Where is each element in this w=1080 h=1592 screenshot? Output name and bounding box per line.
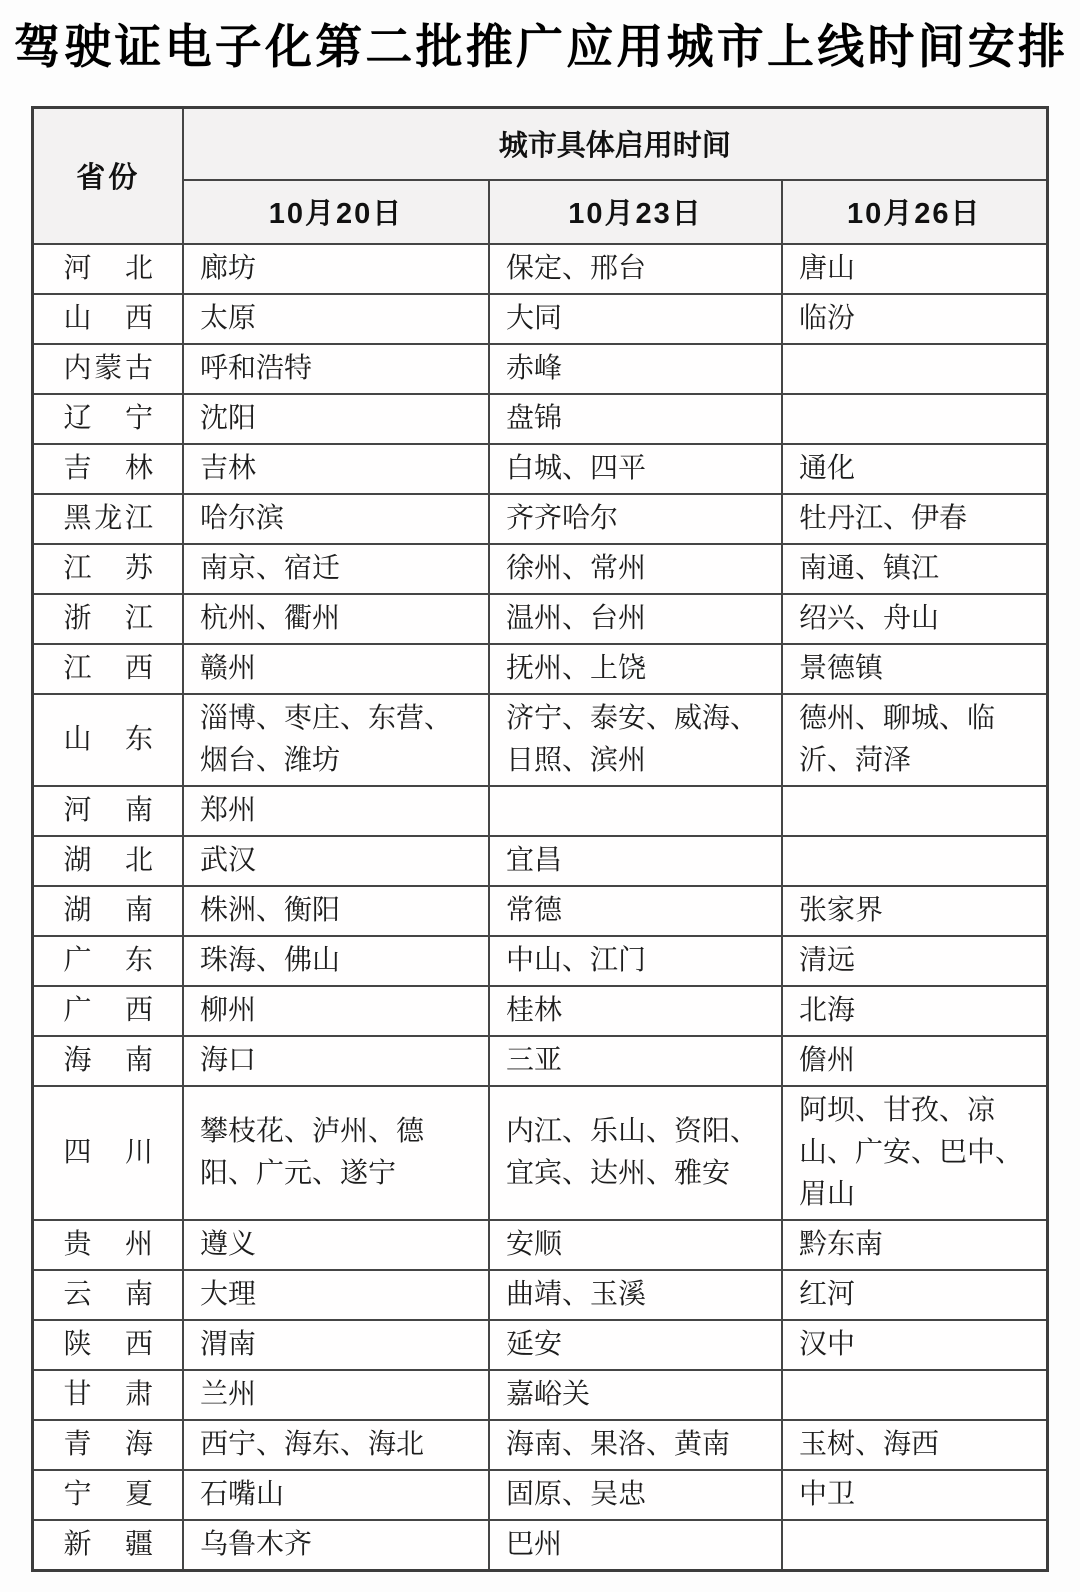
city-cell-oct26 bbox=[782, 1520, 1047, 1571]
province-cell bbox=[33, 1470, 183, 1520]
city-cell-oct20: 郑州 bbox=[183, 786, 489, 836]
province-name: 河南 bbox=[63, 794, 154, 826]
province-name: 辽宁 bbox=[63, 402, 154, 434]
city-cell-oct20: 石嘴山 bbox=[183, 1470, 489, 1520]
province-cell bbox=[33, 694, 183, 786]
city-cell-oct20: 渭南 bbox=[183, 1320, 489, 1370]
city-cell-oct26 bbox=[782, 344, 1047, 394]
date-column-header-oct20: 10月20日 bbox=[183, 180, 489, 244]
city-cell-oct20: 海口 bbox=[183, 1036, 489, 1086]
city-cell-oct23: 曲靖、玉溪 bbox=[489, 1270, 782, 1320]
province-name: 宁夏 bbox=[63, 1478, 154, 1510]
table-row bbox=[33, 1320, 1047, 1370]
city-cell-oct20: 吉林 bbox=[183, 444, 489, 494]
table-row bbox=[33, 786, 1047, 836]
city-cell-oct26 bbox=[782, 394, 1047, 444]
table-row bbox=[33, 694, 1047, 786]
province-name: 山西 bbox=[63, 302, 154, 334]
province-name: 贵州 bbox=[63, 1228, 154, 1260]
city-cell-oct26: 德州、聊城、临沂、菏泽 bbox=[782, 694, 1047, 786]
city-cell-oct20: 呼和浩特 bbox=[183, 344, 489, 394]
city-cell-oct20: 南京、宿迁 bbox=[183, 544, 489, 594]
table-row bbox=[33, 494, 1047, 544]
city-cell-oct26: 汉中 bbox=[782, 1320, 1047, 1370]
page-title: 驾驶证电子化第二批推广应用城市上线时间安排 bbox=[14, 22, 1066, 74]
province-cell bbox=[33, 644, 183, 694]
activation-time-group-header: 城市具体启用时间 bbox=[183, 108, 1047, 180]
city-cell-oct23: 常德 bbox=[489, 886, 782, 936]
table-row bbox=[33, 244, 1047, 294]
city-cell-oct20: 赣州 bbox=[183, 644, 489, 694]
table-row bbox=[33, 594, 1047, 644]
city-cell-oct26: 唐山 bbox=[782, 244, 1047, 294]
city-cell-oct23: 内江、乐山、资阳、宜宾、达州、雅安 bbox=[489, 1086, 782, 1220]
city-cell-oct26: 张家界 bbox=[782, 886, 1047, 936]
province-name: 青海 bbox=[63, 1428, 154, 1460]
table-row bbox=[33, 544, 1047, 594]
province-cell bbox=[33, 1086, 183, 1220]
province-cell bbox=[33, 444, 183, 494]
city-cell-oct20: 遵义 bbox=[183, 1220, 489, 1270]
province-name: 吉林 bbox=[63, 452, 154, 484]
table-body bbox=[33, 244, 1047, 1571]
header-row-dates bbox=[33, 180, 1047, 244]
province-cell bbox=[33, 1220, 183, 1270]
province-name: 内蒙古 bbox=[63, 352, 154, 384]
city-cell-oct20: 大理 bbox=[183, 1270, 489, 1320]
province-cell bbox=[33, 986, 183, 1036]
city-cell-oct23: 海南、果洛、黄南 bbox=[489, 1420, 782, 1470]
table-row bbox=[33, 644, 1047, 694]
province-name: 广西 bbox=[63, 994, 154, 1026]
city-cell-oct26: 中卫 bbox=[782, 1470, 1047, 1520]
province-cell bbox=[33, 544, 183, 594]
city-cell-oct20: 乌鲁木齐 bbox=[183, 1520, 489, 1571]
province-cell bbox=[33, 244, 183, 294]
city-cell-oct23: 大同 bbox=[489, 294, 782, 344]
province-name: 四川 bbox=[63, 1136, 154, 1168]
table-row bbox=[33, 1220, 1047, 1270]
bottom-whitespace bbox=[0, 1572, 1080, 1592]
table-row bbox=[33, 1270, 1047, 1320]
city-cell-oct23: 安顺 bbox=[489, 1220, 782, 1270]
province-name: 海南 bbox=[63, 1044, 154, 1076]
city-cell-oct26: 阿坝、甘孜、凉山、广安、巴中、眉山 bbox=[782, 1086, 1047, 1220]
province-cell bbox=[33, 936, 183, 986]
city-cell-oct23: 盘锦 bbox=[489, 394, 782, 444]
city-cell-oct20: 珠海、佛山 bbox=[183, 936, 489, 986]
city-cell-oct20: 杭州、衢州 bbox=[183, 594, 489, 644]
province-cell bbox=[33, 1420, 183, 1470]
date-column-header-oct26: 10月26日 bbox=[782, 180, 1047, 244]
city-cell-oct26: 绍兴、舟山 bbox=[782, 594, 1047, 644]
province-name: 广东 bbox=[63, 944, 154, 976]
city-cell-oct20: 柳州 bbox=[183, 986, 489, 1036]
province-name: 陕西 bbox=[63, 1328, 154, 1360]
province-cell bbox=[33, 886, 183, 936]
city-launch-schedule-table bbox=[31, 106, 1048, 1572]
province-name: 湖南 bbox=[63, 894, 154, 926]
province-name: 湖北 bbox=[63, 844, 154, 876]
province-cell bbox=[33, 594, 183, 644]
city-cell-oct26: 儋州 bbox=[782, 1036, 1047, 1086]
province-name: 山东 bbox=[63, 723, 154, 755]
table-header bbox=[33, 108, 1047, 244]
city-cell-oct26: 牡丹江、伊春 bbox=[782, 494, 1047, 544]
city-cell-oct23: 温州、台州 bbox=[489, 594, 782, 644]
city-cell-oct26 bbox=[782, 786, 1047, 836]
city-cell-oct23: 嘉峪关 bbox=[489, 1370, 782, 1420]
table-row bbox=[33, 1520, 1047, 1571]
city-cell-oct20: 沈阳 bbox=[183, 394, 489, 444]
table-row bbox=[33, 986, 1047, 1036]
city-cell-oct26: 临汾 bbox=[782, 294, 1047, 344]
city-cell-oct26: 南通、镇江 bbox=[782, 544, 1047, 594]
city-cell-oct23: 宜昌 bbox=[489, 836, 782, 886]
city-cell-oct26: 通化 bbox=[782, 444, 1047, 494]
city-cell-oct26: 清远 bbox=[782, 936, 1047, 986]
table-row bbox=[33, 1036, 1047, 1086]
city-cell-oct23: 济宁、泰安、威海、日照、滨州 bbox=[489, 694, 782, 786]
city-cell-oct23: 延安 bbox=[489, 1320, 782, 1370]
province-name: 江西 bbox=[63, 652, 154, 684]
table-row bbox=[33, 1086, 1047, 1220]
city-cell-oct20: 武汉 bbox=[183, 836, 489, 886]
city-cell-oct20: 淄博、枣庄、东营、烟台、潍坊 bbox=[183, 694, 489, 786]
document-page bbox=[0, 6, 1080, 1560]
table-row bbox=[33, 1470, 1047, 1520]
city-cell-oct23: 桂林 bbox=[489, 986, 782, 1036]
province-cell bbox=[33, 1036, 183, 1086]
province-name: 新疆 bbox=[63, 1528, 154, 1560]
city-cell-oct26 bbox=[782, 836, 1047, 886]
table-row bbox=[33, 936, 1047, 986]
city-cell-oct23: 抚州、上饶 bbox=[489, 644, 782, 694]
city-cell-oct26: 红河 bbox=[782, 1270, 1047, 1320]
province-cell bbox=[33, 836, 183, 886]
province-name: 黑龙江 bbox=[63, 502, 154, 534]
city-cell-oct20: 廊坊 bbox=[183, 244, 489, 294]
table-row bbox=[33, 886, 1047, 936]
province-cell bbox=[33, 344, 183, 394]
city-cell-oct20: 西宁、海东、海北 bbox=[183, 1420, 489, 1470]
city-cell-oct23: 赤峰 bbox=[489, 344, 782, 394]
table-row bbox=[33, 294, 1047, 344]
table-row bbox=[33, 836, 1047, 886]
city-cell-oct20: 太原 bbox=[183, 294, 489, 344]
city-cell-oct23 bbox=[489, 786, 782, 836]
city-cell-oct23: 固原、吴忠 bbox=[489, 1470, 782, 1520]
table-row bbox=[33, 394, 1047, 444]
city-cell-oct23: 徐州、常州 bbox=[489, 544, 782, 594]
city-cell-oct26 bbox=[782, 1370, 1047, 1420]
province-cell bbox=[33, 494, 183, 544]
city-cell-oct20: 株洲、衡阳 bbox=[183, 886, 489, 936]
table-row bbox=[33, 1370, 1047, 1420]
table-row bbox=[33, 344, 1047, 394]
province-cell bbox=[33, 394, 183, 444]
header-row-group bbox=[33, 108, 1047, 180]
table-row bbox=[33, 1420, 1047, 1470]
province-name: 甘肃 bbox=[63, 1378, 154, 1410]
province-cell bbox=[33, 294, 183, 344]
city-cell-oct23: 巴州 bbox=[489, 1520, 782, 1571]
province-name: 浙江 bbox=[63, 602, 154, 634]
city-cell-oct20: 攀枝花、泸州、德阳、广元、遂宁 bbox=[183, 1086, 489, 1220]
province-column-header: 省份 bbox=[33, 108, 183, 244]
city-cell-oct23: 白城、四平 bbox=[489, 444, 782, 494]
date-column-header-oct23: 10月23日 bbox=[489, 180, 782, 244]
city-cell-oct23: 中山、江门 bbox=[489, 936, 782, 986]
province-name: 云南 bbox=[63, 1278, 154, 1310]
table-row bbox=[33, 444, 1047, 494]
city-cell-oct20: 兰州 bbox=[183, 1370, 489, 1420]
province-name: 河北 bbox=[63, 252, 154, 284]
city-cell-oct26: 玉树、海西 bbox=[782, 1420, 1047, 1470]
city-cell-oct23: 保定、邢台 bbox=[489, 244, 782, 294]
province-name: 江苏 bbox=[63, 552, 154, 584]
province-cell bbox=[33, 1270, 183, 1320]
city-cell-oct23: 三亚 bbox=[489, 1036, 782, 1086]
city-cell-oct26: 景德镇 bbox=[782, 644, 1047, 694]
city-cell-oct26: 北海 bbox=[782, 986, 1047, 1036]
city-cell-oct20: 哈尔滨 bbox=[183, 494, 489, 544]
city-cell-oct26: 黔东南 bbox=[782, 1220, 1047, 1270]
province-cell bbox=[33, 1520, 183, 1571]
province-cell bbox=[33, 786, 183, 836]
province-cell bbox=[33, 1370, 183, 1420]
province-cell bbox=[33, 1320, 183, 1370]
city-cell-oct23: 齐齐哈尔 bbox=[489, 494, 782, 544]
